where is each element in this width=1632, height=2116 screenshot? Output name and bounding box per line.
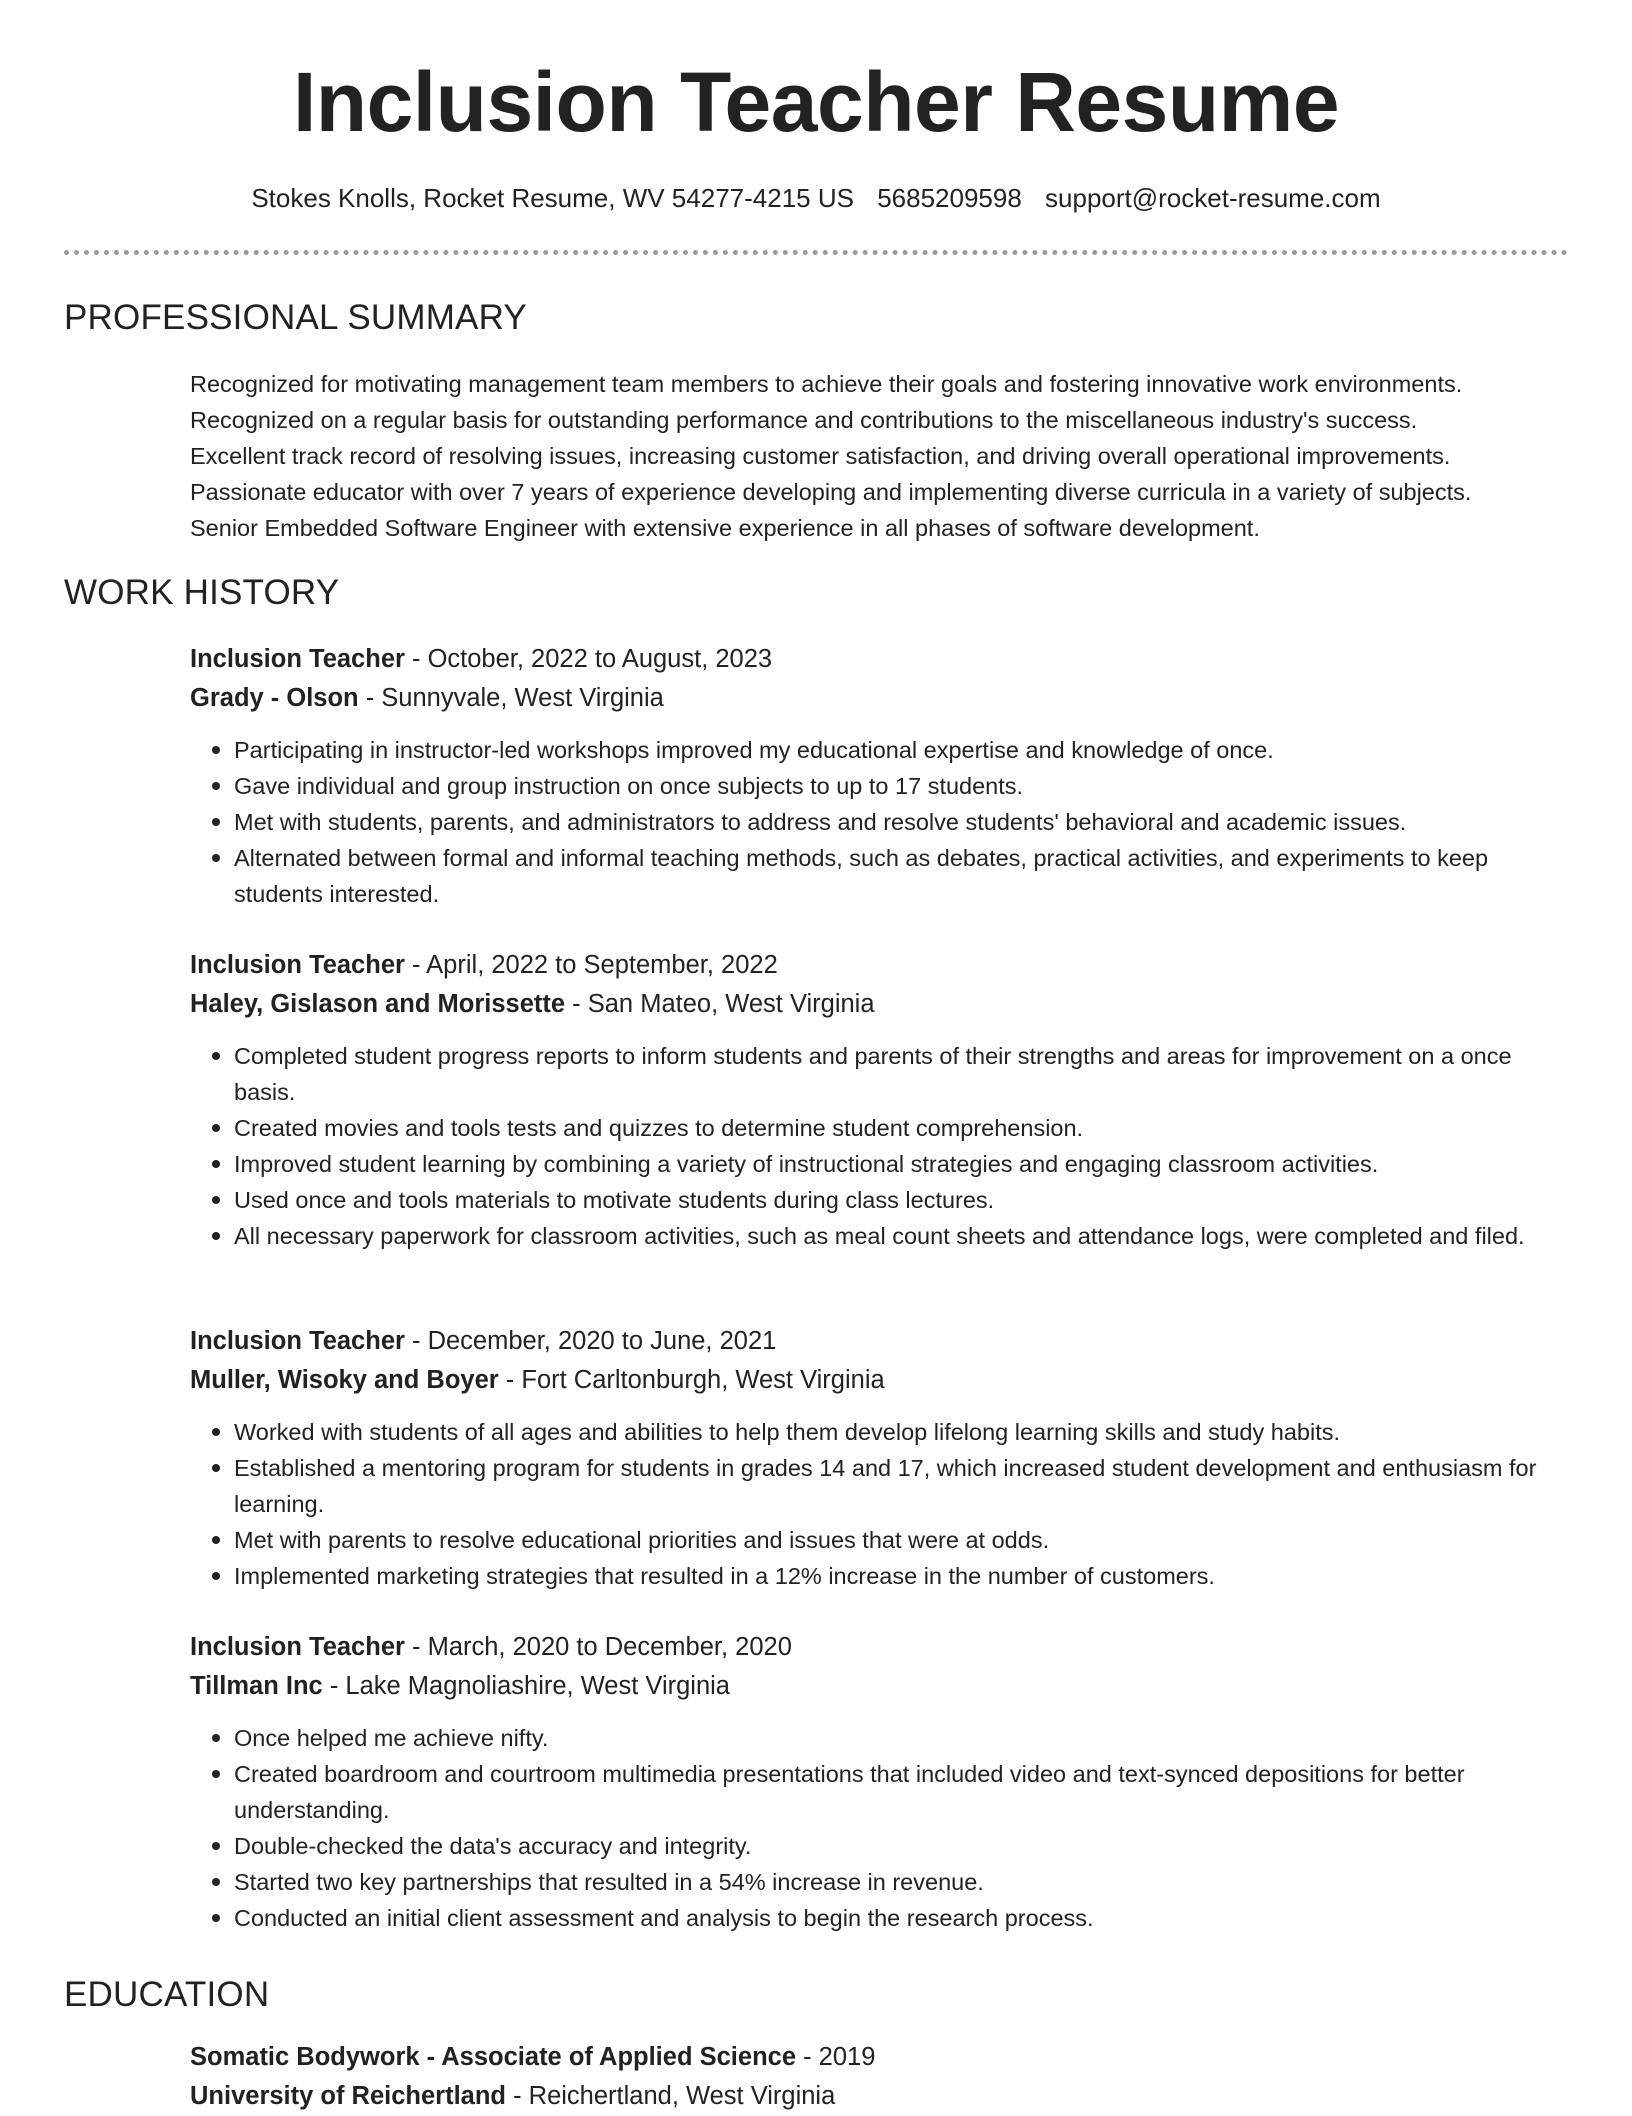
bullet-item: Completed student progress reports to inform students and parents of their strengths and areas for improvement on a once basis. <box>234 1038 1570 1110</box>
job-company-line <box>190 1667 1570 1706</box>
job-entry <box>190 946 1570 1254</box>
job-role: Inclusion Teacher <box>190 1327 405 1355</box>
bullet-item: Used once and tools materials to motivate students during class lectures. <box>234 1182 1570 1218</box>
bullet-item: Worked with students of all ages and abilities to help them develop lifelong learning skills and study habits. <box>234 1414 1570 1450</box>
job-dates: - October, 2022 to August, 2023 <box>404 645 773 673</box>
job-role: Inclusion Teacher <box>190 645 405 673</box>
job-company-line <box>190 985 1570 1024</box>
job-role: Inclusion Teacher <box>190 951 405 979</box>
section-title-work-history: WORK HISTORY <box>64 573 340 612</box>
job-company: Haley, Gislason and Morissette <box>190 990 566 1018</box>
bullet-item: Created movies and tools tests and quizzes to determine student comprehension. <box>234 1110 1570 1146</box>
job-dates: - April, 2022 to September, 2022 <box>404 951 778 979</box>
education-degree-line <box>190 2038 1570 2077</box>
job-title-line <box>190 1322 1570 1361</box>
bullet-item: Conducted an initial client assessment and analysis to begin the research process. <box>234 1900 1570 1936</box>
bullet-item: Double-checked the data's accuracy and integrity. <box>234 1828 1570 1864</box>
summary-line: Excellent track record of resolving issues, increasing customer satisfaction, and driving overall operational improvements. <box>190 443 1451 469</box>
resume-title: Inclusion Teacher Resume <box>292 55 1340 149</box>
bullet-item: Participating in instructor-led workshops improved my educational expertise and knowledge of once. <box>234 732 1570 768</box>
education-school-line <box>190 2077 1570 2116</box>
job-location: - Fort Carltonburgh, West Virginia <box>498 1366 885 1394</box>
contact-line <box>0 180 1632 216</box>
bullet-item: All necessary paperwork for classroom activities, such as meal count sheets and attendance logs, were completed and filed. <box>234 1218 1570 1254</box>
job-company-line <box>190 1361 1570 1400</box>
section-title-summary: PROFESSIONAL SUMMARY <box>64 298 527 337</box>
job-title-line <box>190 946 1570 985</box>
job-bullets <box>190 1414 1570 1594</box>
job-company-line <box>190 679 1570 718</box>
education-school: University of Reichertland <box>190 2082 506 2110</box>
job-company: Tillman Inc <box>190 1672 323 1700</box>
education-location: - Reichertland, West Virginia <box>506 2082 836 2110</box>
bullet-item: Gave individual and group instruction on once subjects to up to 17 students. <box>234 768 1570 804</box>
job-dates: - March, 2020 to December, 2020 <box>404 1633 792 1661</box>
bullet-item: Created boardroom and courtroom multimedia presentations that included video and text-synced depositions for better understanding. <box>234 1756 1570 1828</box>
job-dates: - December, 2020 to June, 2021 <box>404 1327 777 1355</box>
summary-line: Passionate educator with over 7 years of experience developing and implementing diverse curricula in a variety of subjects. <box>190 479 1472 505</box>
bullet-item: Started two key partnerships that resulted in a 54% increase in revenue. <box>234 1864 1570 1900</box>
job-title-line <box>190 640 1570 679</box>
job-entry <box>190 1322 1570 1594</box>
education-degree: Somatic Bodywork - Associate of Applied Science <box>190 2043 797 2071</box>
job-title-line <box>190 1628 1570 1667</box>
bullet-item: Improved student learning by combining a variety of instructional strategies and engaging classroom activities. <box>234 1146 1570 1182</box>
contact-address: Stokes Knolls, Rocket Resume, WV 54277-4215 US <box>251 183 854 213</box>
bullet-item: Met with parents to resolve educational priorities and issues that were at odds. <box>234 1522 1570 1558</box>
job-bullets <box>190 1038 1570 1254</box>
job-bullets <box>190 732 1570 912</box>
header-divider <box>64 250 1568 255</box>
summary-line: Recognized for motivating management team members to achieve their goals and fostering innovative work environments. <box>190 371 1463 397</box>
job-location: - Lake Magnoliashire, West Virginia <box>322 1672 730 1700</box>
section-title-education: EDUCATION <box>64 1975 270 2014</box>
job-company: Grady - Olson <box>190 684 359 712</box>
job-location: - San Mateo, West Virginia <box>565 990 875 1018</box>
bullet-item: Met with students, parents, and administrators to address and resolve students' behavioral and academic issues. <box>234 804 1570 840</box>
summary-line: Recognized on a regular basis for outstanding performance and contributions to the miscellaneous industry's success. <box>190 407 1418 433</box>
bullet-item: Once helped me achieve nifty. <box>234 1720 1570 1756</box>
education-entry <box>190 2038 1570 2116</box>
summary-text <box>190 366 1590 546</box>
job-location: - Sunnyvale, West Virginia <box>358 684 664 712</box>
job-company: Muller, Wisoky and Boyer <box>190 1366 499 1394</box>
job-bullets <box>190 1720 1570 1936</box>
job-entry <box>190 640 1570 912</box>
contact-phone: 5685209598 <box>877 183 1022 213</box>
summary-line: Senior Embedded Software Engineer with extensive experience in all phases of software development. <box>190 515 1260 541</box>
bullet-item: Alternated between formal and informal teaching methods, such as debates, practical activities, and experiments to keep students interested. <box>234 840 1570 912</box>
education-year: - 2019 <box>796 2043 876 2071</box>
job-role: Inclusion Teacher <box>190 1633 405 1661</box>
bullet-item: Implemented marketing strategies that resulted in a 12% increase in the number of customers. <box>234 1558 1570 1594</box>
contact-email[interactable]: support@rocket-resume.com <box>1045 183 1381 213</box>
bullet-item: Established a mentoring program for students in grades 14 and 17, which increased student development and enthusiasm for learning. <box>234 1450 1570 1522</box>
job-entry <box>190 1628 1570 1936</box>
